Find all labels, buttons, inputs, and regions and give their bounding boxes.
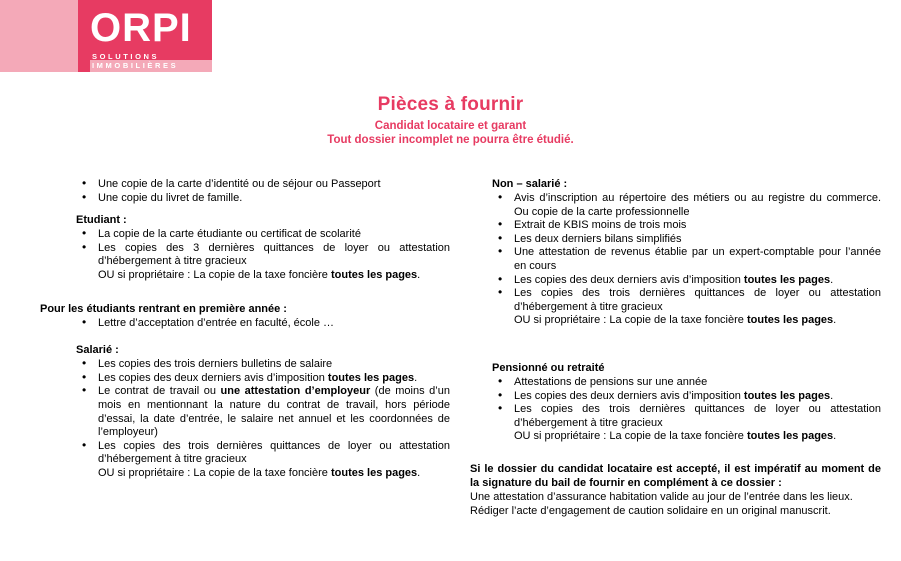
list-item: • Les deux derniers bilans simplifiés	[492, 233, 881, 247]
logo-background-bar	[78, 0, 90, 72]
list-item: • Les copies des 3 dernières quittances de loyer ou attestation d’hébergement à titre gracieux	[76, 242, 450, 269]
spacer	[40, 330, 450, 344]
list-item: • Les copies des trois dernières quittances de loyer ou attestation d’hébergement à titre gracieux	[492, 287, 881, 314]
page-title: Pièces à fournir	[377, 94, 524, 115]
section-heading-etudiant: Etudiant :	[76, 214, 127, 227]
salarie-item3-b: (de moins d’un mois en mentionnant la nature du contrat de travail, hors période d’essai, la date d’entrée, le salaire net annuel et les coordonnées de l’employeur)	[98, 385, 450, 439]
salarie-note-bold: toutes les pages	[330, 466, 418, 479]
etudiant-note-bold: toutes les pages	[330, 268, 418, 281]
etudiant-note-prefix: OU si propriétaire : La copie de la taxe foncière	[98, 268, 331, 281]
non-salarie-item5-suffix: .	[830, 273, 834, 286]
content-columns	[0, 178, 901, 518]
salarie-item3-a: Le contrat de travail ou	[98, 385, 221, 398]
logo-tagline: SOLUTIONS IMMOBILIÈRES	[92, 52, 179, 70]
etudiant-note-suffix: .	[417, 268, 421, 281]
list-item: • Les copies des trois dernières quittances de loyer ou attestation d’hébergement à titre gracieux	[76, 440, 450, 467]
non-salarie-note-suffix: .	[833, 314, 837, 327]
list-item: • Une attestation de revenus établie par un expert-comptable pour l’année en cours	[492, 246, 881, 273]
footer-note	[470, 462, 881, 518]
etudiant-note	[98, 269, 450, 283]
salarie-note	[98, 467, 450, 481]
orpi-logo	[0, 0, 212, 72]
salarie-note-suffix: .	[417, 466, 421, 479]
list-item: • Une copie du livret de famille.	[76, 192, 450, 206]
document-header	[0, 0, 901, 78]
list-item: • La copie de la carte étudiante ou certificat de scolarité	[76, 228, 450, 242]
title-block	[0, 94, 901, 146]
footer-note-line-2: Rédiger l’acte d’engagement de caution solidaire en un original manuscrit.	[470, 504, 831, 517]
section-heading-salarie: Salarié :	[76, 344, 119, 357]
list-item	[76, 385, 450, 439]
non-salarie-item5-prefix: Les copies des deux derniers avis d’imposition	[514, 273, 744, 286]
list-item: • Lettre d’acceptation d’entrée en faculté, école …	[76, 317, 450, 331]
spacer	[40, 205, 450, 214]
premiere-annee-list	[40, 317, 450, 331]
spacer	[40, 283, 450, 303]
list-item	[76, 372, 450, 386]
salarie-note-prefix: OU si propriétaire : La copie de la taxe foncière	[98, 466, 331, 479]
list-item: • Les copies des trois derniers bulletins de salaire	[76, 358, 450, 372]
list-item: • Attestations de pensions sur une année	[492, 376, 881, 390]
list-item	[492, 390, 881, 404]
page-subtitle-2: Tout dossier incomplet ne pourra être étudié.	[327, 134, 574, 146]
footer-note-bold: Si le dossier du candidat locataire est accepté, il est impératif au moment de la signature du bail de fournir en complément à ce dossier :	[470, 462, 881, 489]
section-heading-premiere-annee: Pour les étudiants rentrant en première année :	[40, 302, 287, 315]
pensionne-note	[514, 430, 881, 444]
list-item: • Une copie de la carte d’identité ou de séjour ou Passeport	[76, 178, 450, 192]
pensionne-note-prefix: OU si propriétaire : La copie de la taxe foncière	[514, 430, 747, 443]
pensionne-note-suffix: .	[833, 430, 837, 443]
non-salarie-note-prefix: OU si propriétaire : La copie de la taxe foncière	[514, 314, 747, 327]
list-item: • Avis d’inscription au répertoire des métiers ou au registre du commerce. Ou copie de la carte professionnelle	[492, 192, 881, 219]
non-salarie-note	[514, 314, 881, 328]
intro-list	[40, 178, 450, 205]
right-column	[450, 178, 901, 518]
non-salarie-list	[470, 192, 881, 314]
salarie-item2-suffix: .	[414, 371, 418, 384]
salarie-item2-bold: toutes les pages	[327, 371, 415, 384]
salarie-item3-bold: une attestation d’employeur	[220, 385, 371, 398]
pensionne-list	[470, 376, 881, 430]
pensionne-item2-bold: toutes les pages	[743, 389, 831, 402]
page-subtitle-1: Candidat locataire et garant	[374, 120, 527, 132]
section-heading-non-salarie: Non – salarié :	[492, 178, 568, 190]
etudiant-list	[40, 228, 450, 269]
spacer	[470, 348, 881, 362]
salarie-list	[40, 358, 450, 467]
spacer	[470, 328, 881, 348]
pensionne-item2-suffix: .	[830, 389, 834, 402]
list-item: • Les copies des trois dernières quittances de loyer ou attestation d’hébergement à titre gracieux	[492, 403, 881, 430]
logo-wordmark: ORPI	[90, 6, 192, 50]
non-salarie-item5-bold: toutes les pages	[743, 273, 831, 286]
pensionne-note-bold: toutes les pages	[746, 430, 834, 443]
non-salarie-note-bold: toutes les pages	[746, 314, 834, 327]
salarie-item2-prefix: Les copies des deux derniers avis d’imposition	[98, 371, 328, 384]
pensionne-item2-prefix: Les copies des deux derniers avis d’imposition	[514, 389, 744, 402]
list-item	[492, 274, 881, 288]
footer-note-line-1: Une attestation d’assurance habitation valide au jour de l’entrée dans les lieux.	[470, 490, 853, 503]
left-column	[0, 178, 450, 518]
section-heading-pensionne: Pensionné ou retraité	[492, 361, 605, 374]
list-item: • Extrait de KBIS moins de trois mois	[492, 219, 881, 233]
